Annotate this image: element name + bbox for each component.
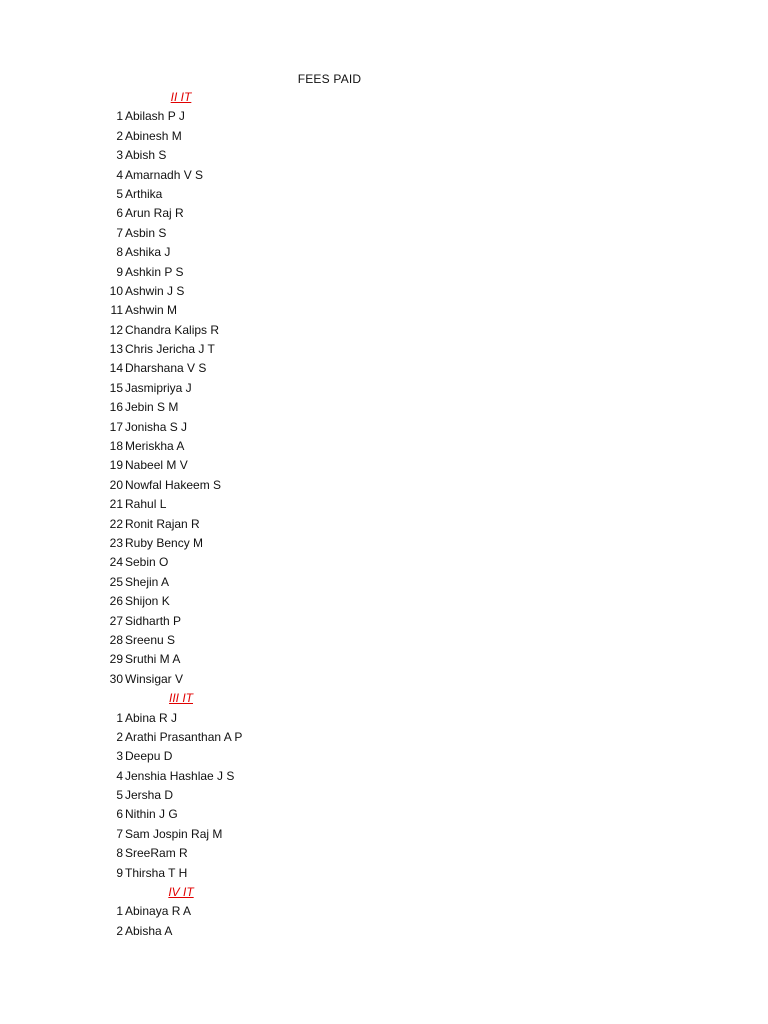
student-number: 2 [116, 128, 123, 143]
student-row [0, 224, 768, 243]
student-number: 1 [116, 710, 123, 725]
student-row [0, 553, 768, 572]
student-name: Abinaya R A [125, 904, 192, 919]
student-row [0, 359, 768, 378]
student-name: Abina R J [125, 710, 178, 725]
student-row [0, 767, 768, 786]
student-row [0, 321, 768, 340]
student-row [0, 495, 768, 514]
section-heading: IV IT [168, 885, 194, 900]
student-name: Asbin S [125, 225, 167, 240]
student-row [0, 573, 768, 592]
student-name: Jenshia Hashlae J S [125, 768, 235, 783]
student-row [0, 747, 768, 766]
student-row [0, 864, 768, 883]
section-row [0, 689, 768, 708]
student-number: 9 [116, 264, 123, 279]
student-name: Ashika J [125, 245, 171, 260]
student-number: 1 [116, 109, 123, 124]
student-row [0, 418, 768, 437]
student-name: Ashkin P S [125, 264, 184, 279]
student-name: Sam Jospin Raj M [125, 826, 223, 841]
student-number: 1 [116, 904, 123, 919]
student-number: 2 [116, 729, 123, 744]
student-row [0, 127, 768, 146]
student-number: 4 [116, 167, 123, 182]
student-name: Sruthi M A [125, 652, 181, 667]
student-number: 26 [109, 594, 123, 609]
student-number: 27 [109, 613, 123, 628]
student-row [0, 340, 768, 359]
student-row [0, 204, 768, 223]
section-heading: II IT [170, 90, 192, 104]
student-number: 10 [109, 283, 123, 298]
student-row [0, 902, 768, 921]
student-name: Ruby Bency M [125, 535, 204, 550]
student-name: Abinesh M [125, 128, 182, 143]
student-number: 20 [109, 477, 123, 492]
student-name: Abilash P J [125, 109, 185, 124]
student-name: Nowfal Hakeem S [125, 477, 222, 492]
student-row [0, 379, 768, 398]
student-name: Shijon K [125, 594, 170, 609]
student-row [0, 612, 768, 631]
student-row [0, 631, 768, 650]
student-number: 24 [109, 555, 123, 570]
student-row [0, 592, 768, 611]
student-name: Chandra Kalips R [125, 322, 220, 337]
student-name: Jasmipriya J [125, 380, 192, 395]
student-row [0, 515, 768, 534]
student-number: 3 [116, 148, 123, 163]
student-name: Jebin S M [125, 400, 179, 415]
student-number: 2 [116, 923, 123, 938]
student-row [0, 282, 768, 301]
student-name: Shejin A [125, 574, 170, 589]
student-row [0, 107, 768, 126]
student-name: Ashwin J S [125, 283, 185, 298]
student-name: Meriskha A [125, 439, 185, 454]
section-heading: III IT [169, 691, 193, 706]
student-number: 3 [116, 749, 123, 764]
student-number: 7 [116, 225, 123, 240]
student-name: Jersha D [125, 788, 174, 803]
student-name: Ashwin M [125, 303, 178, 318]
student-number: 15 [109, 380, 123, 395]
student-name: Deepu D [125, 749, 173, 764]
student-row [0, 709, 768, 728]
student-row [0, 166, 768, 185]
student-name: Winsigar V [125, 671, 184, 686]
student-name: Abish S [125, 148, 167, 163]
student-number: 23 [109, 535, 123, 550]
student-row [0, 805, 768, 824]
student-number: 6 [116, 206, 123, 221]
student-number: 8 [116, 245, 123, 260]
student-row [0, 398, 768, 417]
student-row [0, 650, 768, 669]
student-number: 16 [109, 400, 123, 415]
student-number: 28 [109, 632, 123, 647]
student-number: 18 [109, 439, 123, 454]
student-row [0, 786, 768, 805]
student-row [0, 844, 768, 863]
student-number: 12 [109, 322, 123, 337]
student-row [0, 534, 768, 553]
student-number: 19 [109, 458, 123, 473]
student-name: Arun Raj R [125, 206, 184, 221]
student-number: 21 [109, 497, 123, 512]
student-number: 11 [110, 303, 123, 318]
student-number: 5 [116, 788, 123, 803]
student-row [0, 728, 768, 747]
student-number: 14 [109, 361, 123, 376]
student-row [0, 301, 768, 320]
section-row [0, 883, 768, 902]
student-name: SreeRam R [125, 846, 188, 861]
student-name: Sidharth P [125, 613, 182, 628]
fees-paid-list [0, 88, 768, 941]
student-name: Arathi Prasanthan A P [125, 729, 243, 744]
student-number: 30 [109, 671, 123, 686]
student-row [0, 922, 768, 941]
student-row [0, 476, 768, 495]
student-number: 13 [109, 342, 123, 357]
student-number: 8 [116, 846, 123, 861]
student-number: 25 [109, 574, 123, 589]
student-name: Nithin J G [125, 807, 178, 822]
student-row [0, 825, 768, 844]
student-name: Thirsha T H [125, 865, 188, 880]
student-name: Arthika [125, 186, 163, 201]
student-number: 5 [116, 186, 123, 201]
student-name: Rahul L [125, 497, 167, 512]
student-row [0, 185, 768, 204]
student-row [0, 456, 768, 475]
student-row [0, 243, 768, 262]
student-number: 17 [109, 419, 123, 434]
student-name: Ronit Rajan R [125, 516, 200, 531]
student-name: Amarnadh V S [125, 167, 204, 182]
student-number: 9 [116, 865, 123, 880]
student-name: Sreenu S [125, 632, 176, 647]
student-number: 6 [116, 807, 123, 822]
student-number: 29 [109, 652, 123, 667]
student-number: 4 [116, 768, 123, 783]
student-name: Sebin O [125, 555, 169, 570]
student-number: 22 [109, 516, 123, 531]
student-row [0, 263, 768, 282]
student-row [0, 437, 768, 456]
student-number: 7 [116, 826, 123, 841]
student-row [0, 146, 768, 165]
student-name: Nabeel M V [125, 458, 188, 473]
student-name: Jonisha S J [125, 419, 188, 434]
section-row [0, 88, 768, 107]
student-name: Dharshana V S [125, 361, 207, 376]
student-row [0, 670, 768, 689]
document-title: FEES PAID [297, 72, 362, 86]
student-name: Abisha A [125, 923, 173, 938]
student-name: Chris Jericha J T [125, 342, 215, 357]
